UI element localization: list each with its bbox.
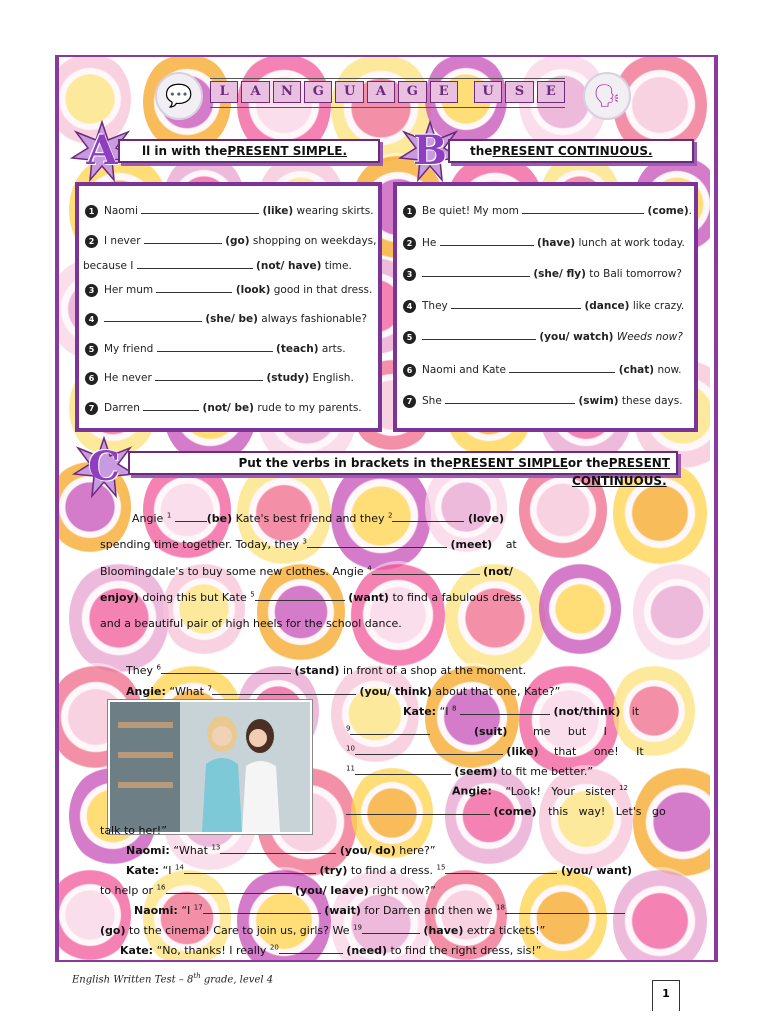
answer-blank[interactable] [509, 362, 615, 373]
story-line: spending time together. Today, they $^3$ (meet) at [100, 537, 517, 551]
list-item: 2 He (have) lunch at work today. [403, 235, 685, 250]
list-item: 4 (she/ be) always fashionable? [85, 311, 367, 326]
list-item: 5 (you/ watch) Weeds now? [403, 329, 683, 344]
list-item: 6 He never (study) English. [85, 370, 354, 385]
story-line: Kate: “I $^{14}$ (try) to find a dress. $^{15}$ (you/ want) [126, 863, 633, 877]
answer-blank[interactable] [175, 511, 207, 522]
list-item: 5 My friend (teach) arts. [85, 341, 346, 356]
answer-blank[interactable] [279, 943, 343, 954]
decorative-circle [539, 765, 633, 873]
section-b-box [393, 182, 698, 432]
answer-blank[interactable] [203, 903, 321, 914]
answer-blank[interactable] [156, 282, 232, 293]
answer-blank[interactable] [350, 724, 430, 735]
section-b-instruction: the PRESENT CONTINUOUS. [448, 139, 694, 163]
answer-blank[interactable] [451, 298, 581, 309]
answer-blank[interactable] [212, 684, 356, 695]
answer-blank[interactable] [355, 764, 451, 775]
answer-blank[interactable] [460, 704, 550, 715]
answer-blank[interactable] [220, 843, 336, 854]
title-letter: U [335, 81, 363, 103]
list-item: because I (not/ have) time. [83, 260, 352, 272]
answer-blank[interactable] [155, 370, 263, 381]
answer-blank[interactable] [355, 744, 503, 755]
title-letter: S [505, 81, 533, 103]
section-b-letter: B [413, 127, 447, 174]
story-line: Naomi: “I $^{17}$ (wait) for Darren and then we $^{18}$ [134, 903, 625, 917]
list-item: 3 Her mum (look) good in that dress. [85, 282, 372, 297]
list-item: 7 Darren (not/ be) rude to my parents. [85, 400, 362, 415]
answer-blank[interactable] [157, 341, 273, 352]
list-item: 6 Naomi and Kate (chat) now. [403, 362, 681, 377]
header-rule-top [210, 78, 565, 79]
list-item: 4 They (dance) like crazy. [403, 298, 684, 313]
story-line: $^{11}$ (seem) to fit me better.” [346, 764, 594, 778]
story-line: They $^6$ (stand) in front of a shop at the moment. [126, 663, 527, 677]
answer-blank[interactable] [440, 235, 534, 246]
decorative-circle [613, 867, 707, 960]
section-c-badge [72, 436, 136, 500]
decorative-circle [539, 561, 621, 657]
title-letter: N [273, 81, 301, 103]
title-letter: G [398, 81, 426, 103]
answer-blank[interactable] [144, 233, 222, 244]
story-line: (come) this way! Let's go [346, 804, 666, 818]
decorative-circle [519, 663, 619, 777]
answer-blank[interactable] [422, 329, 536, 340]
page-title [210, 81, 565, 103]
answer-blank[interactable] [445, 393, 575, 404]
list-item: 1 Naomi (like) wearing skirts. [85, 203, 374, 218]
section-a-box [75, 182, 382, 432]
answer-blank[interactable] [522, 203, 644, 214]
title-letter: A [367, 81, 395, 103]
title-letter: E [430, 81, 458, 103]
story-line: enjoy) doing this but Kate $^5$ (want) to find a fabulous dress [100, 590, 522, 604]
story-line: $^{10}$ (like) that one! It [346, 744, 644, 758]
answer-blank[interactable] [392, 511, 464, 522]
section-c-instruction: Put the verbs in brackets in the PRESENT SIMPLE or the PRESENT [128, 451, 678, 475]
answer-blank[interactable] [184, 863, 316, 874]
list-item: 3 (she/ fly) to Bali tomorrow? [403, 266, 682, 281]
answer-blank[interactable] [143, 400, 199, 411]
decorative-circle [445, 561, 545, 675]
answer-blank[interactable] [161, 663, 291, 674]
page-number: 1 [652, 980, 680, 1011]
story-line: $^9$ (suit) me but I [346, 724, 607, 738]
answer-blank[interactable] [137, 258, 253, 269]
answer-blank[interactable] [166, 883, 292, 894]
answer-blank[interactable] [372, 564, 480, 575]
section-a-letter: A [86, 127, 118, 174]
title-letter: U [474, 81, 502, 103]
shopping-girls-photo [108, 700, 312, 834]
answer-blank[interactable] [141, 203, 259, 214]
title-letter: E [537, 81, 565, 103]
speech-bubbles-icon: 💬 [155, 72, 203, 120]
footer-rule [59, 960, 714, 962]
title-letter: G [304, 81, 332, 103]
story-line: Bloomingdale's to buy some new clothes. Angie $^4$ (not/ [100, 564, 513, 578]
section-c-instruction-continued: CONTINUOUS. [572, 474, 667, 488]
story-line: Naomi: “What $^{13}$ (you/ do) here?” [126, 843, 436, 857]
story-line: Kate: “No, thanks! I really $^{20}$ (need) to find the right dress, sis!” [120, 943, 542, 957]
answer-blank[interactable] [362, 923, 420, 934]
story-line: Angie: “Look! Your sister $^{12}$ [452, 784, 628, 798]
list-item: 1 Be quiet! My mom (come). [403, 203, 692, 218]
answer-blank[interactable] [307, 537, 447, 548]
section-c-letter: C [88, 443, 120, 490]
answer-blank[interactable] [346, 804, 490, 815]
title-letter: A [241, 81, 269, 103]
header-rule-bottom [210, 107, 565, 108]
decorative-circle [633, 765, 710, 879]
story-line: Angie $^1$ (be) Kate's best friend and they $^2$ (love) [132, 511, 504, 525]
answer-blank[interactable] [104, 311, 202, 322]
list-item: 2 I never (go) shopping on weekdays, [85, 233, 377, 248]
footer-text: English Written Test – 8th grade, level 4 [72, 972, 274, 986]
story-line: Kate: “I $^8$ (not/think) it [403, 704, 640, 718]
title-letter: L [210, 81, 238, 103]
story-line: Angie: “What $^7$ (you/ think) about that one, Kate?” [126, 684, 561, 698]
story-line: to help or $^{16}$ (you/ leave) right now?” [100, 883, 436, 897]
story-line: talk to her!” [100, 824, 167, 837]
answer-blank[interactable] [445, 863, 557, 874]
list-item: 7 She (swim) these days. [403, 393, 683, 408]
section-a-instruction: ll in with the PRESENT SIMPLE. [118, 139, 380, 163]
answer-blank[interactable] [505, 903, 625, 914]
decorative-circle [633, 561, 710, 663]
answer-blank[interactable] [422, 266, 530, 277]
title-space [461, 81, 471, 103]
speaking-head-icon: 🗣 [583, 72, 631, 120]
answer-blank[interactable] [255, 590, 345, 601]
story-line: (go) to the cinema! Care to join us, girls? We $^{19}$ (have) extra tickets!” [100, 923, 546, 937]
story-line: and a beautiful pair of high heels for the school dance. [100, 617, 402, 630]
